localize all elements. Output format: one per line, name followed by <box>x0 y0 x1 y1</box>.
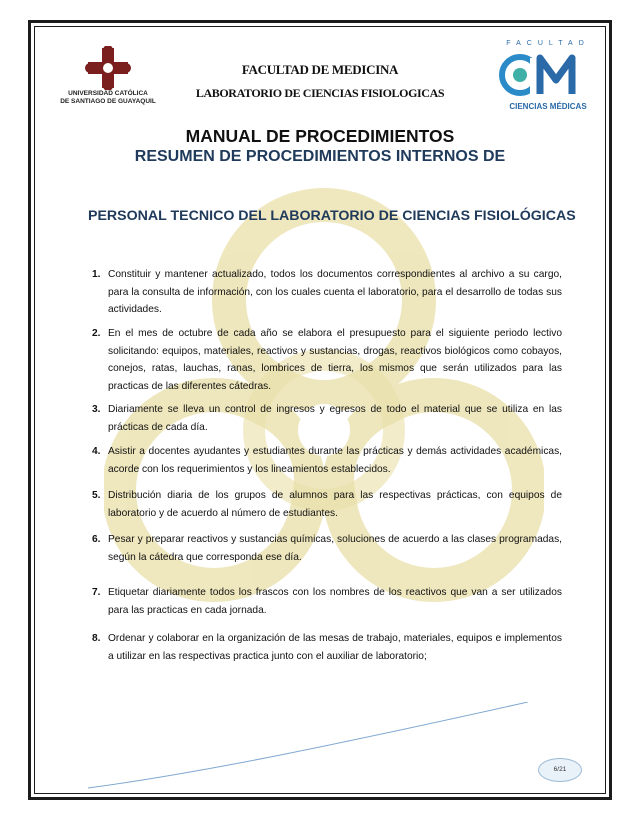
manual-title: MANUAL DE PROCEDIMIENTOS <box>185 126 455 146</box>
list-item-text: Constituir y mantener actualizado, todos los documentos correspondientes al archivo a su cargo, para la consulta de información, con los cuales cuenta el laboratorio, para el desarrollo de todas sus actividades. <box>108 269 562 316</box>
list-item-number: 6. <box>92 534 101 545</box>
ucsg-logo-text: UNIVERSIDAD CATÓLICA DE SANTIAGO DE GUAYAQUIL <box>60 90 156 105</box>
manual-subtitle: RESUMEN DE PROCEDIMIENTOS INTERNOS DE <box>134 148 506 165</box>
list-item-number: 3. <box>92 404 101 415</box>
ucsg-logo <box>38 46 178 116</box>
faculty-heading: FACULTAD DE MEDICINA <box>241 62 399 77</box>
ciencias-medicas-logo <box>496 40 600 116</box>
section-heading: PERSONAL TECNICO DEL LABORATORIO DE CIENCIAS FISIOLÓGICAS <box>88 208 576 224</box>
list-item-number: 8. <box>92 633 101 644</box>
laboratory-heading: LABORATORIO DE CIENCIAS FISIOLOGICAS <box>195 86 445 100</box>
logo-faculty-label: FACULTAD <box>506 40 590 47</box>
list-item-text: Pesar y preparar reactivos y sustancias químicas, soluciones de acuerdo a las clases programadas, según la cátedra que corresponda ese día. <box>108 534 562 563</box>
list-item-text: Diariamente se lleva un control de ingresos y egresos de todo el material que se utiliza en las prácticas de cada día. <box>108 404 562 433</box>
list-item-text: Etiquetar diariamente todos los frascos con los nombres de los reactivos que van a ser utilizados para las practicas en cada jornada. <box>108 587 562 616</box>
ucsg-cross-icon <box>38 46 178 90</box>
list-item-text: En el mes de octubre de cada año se elabora el presupuesto para el siguiente periodo lectivo solicitando: equipos, materiales, reactivos y sustancias, drogas, reactivos biológicos como cobayos, conejos, ratas, lauchas, ranas, lombrices de tierra, los mismos que serán utilizados para las practicas de las diferentes cátedras. <box>108 328 562 392</box>
footer-decorative-line <box>88 702 528 790</box>
list-item-number: 4. <box>92 446 101 457</box>
list-item-number: 1. <box>92 269 101 280</box>
page-number: 6/21 <box>538 758 582 782</box>
list-item-number: 7. <box>92 587 101 598</box>
cm-monogram-icon <box>498 50 598 100</box>
list-item-number: 5. <box>92 490 101 501</box>
list-item-text: Asistir a docentes ayudantes y estudiantes durante las prácticas y demás actividades académicas, acorde con los requerimientos y los lineamientos establecidos. <box>108 446 562 475</box>
logo-ciencias-medicas-text: CIENCIAS MÉDICAS <box>509 102 587 111</box>
list-item-text: Distribución diaria de los grupos de alumnos para las respectivas prácticas, con equipos de laboratorio y de acuerdo al número de estudiantes. <box>108 490 562 519</box>
list-item-number: 2. <box>92 328 101 339</box>
list-item-text: Ordenar y colaborar en la organización de las mesas de trabajo, materiales, equipos e implementos a utilizar en las respectivas practica junto con el auxiliar de laboratorio; <box>108 633 562 662</box>
